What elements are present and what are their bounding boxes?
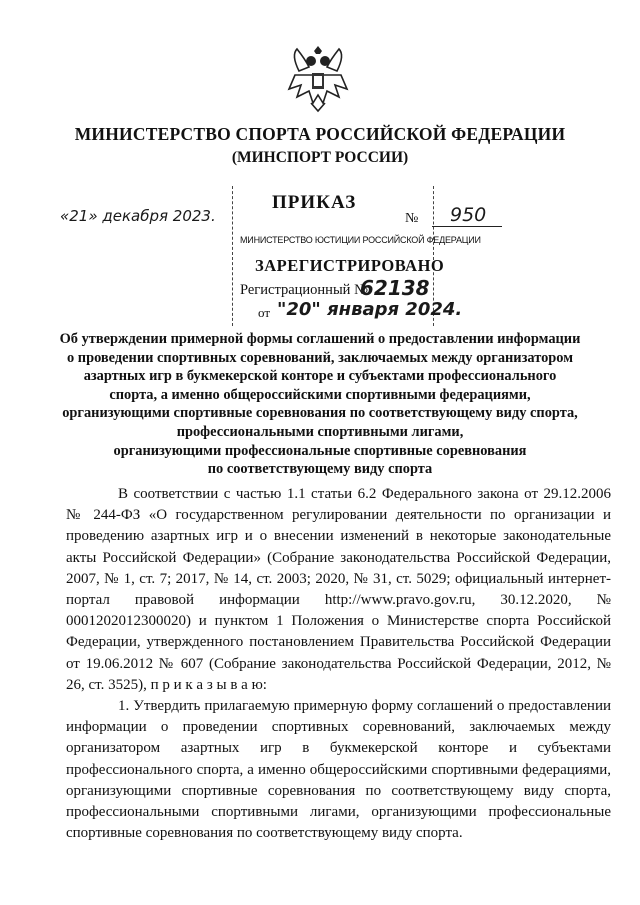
stamp-reg-label: Регистрационный №: [240, 282, 368, 298]
title-line: профессиональными спортивными лигами,: [176, 423, 464, 440]
title-line: азартных игр в букмекерской конторе и субъектами профессионального: [83, 368, 557, 385]
body-paragraph: В соответствии с частью 1.1 статьи 6.2 Федерального закона от 29.12.2006 № 244-ФЗ «О государственном регулировании деятельности по организации и проведению азартных игр и о внесении изменений в некоторые законодательные акты Российской Федерации» (Собрание законодательства Российской Федерации, 2007, № 1, ст. 7; 2017, № 14, ст. 2003; 2020, № 31, ст. 5029; официальный интернет-портал правовой информации http://www.pravo.gov.ru, 30.12.2020, № 0001202012300020) и пунктом 1 Положения о Министерстве спорта Российской Федерации, утвержденного постановлением Правительства Российской Федерации от 19.06.2012 № 607 (Собрание законодательства Российской Федерации, 2012, № 26, ст. 3525), п р и к а з ы в а ю:: [66, 486, 611, 693]
stamp-registered: ЗАРЕГИСТРИРОВАНО: [255, 256, 445, 275]
order-date: «21» декабря 2023.: [60, 207, 216, 225]
order-number: 950: [450, 204, 487, 226]
stamp-reg-number: 62138: [360, 276, 430, 300]
order-number-underline: [432, 226, 502, 227]
document-type-title: ПРИКАЗ: [272, 192, 357, 213]
title-line: спорта, а именно общероссийскими спортивными федерациями,: [109, 386, 531, 403]
title-line: Об утверждении примерной формы соглашений о предоставлении информации: [59, 331, 581, 347]
coat-of-arms-emblem: [287, 45, 349, 113]
stamp-ministry-name: МИНИСТЕРСТВО ЮСТИЦИИ РОССИЙСКОЙ ФЕДЕРАЦИИ: [240, 235, 481, 245]
order-number-label: №: [405, 211, 419, 226]
body-paragraph: 1. Утвердить прилагаемую примерную форму соглашений о предоставлении информации о проведении спортивных соревнований, заключаемых между организатором азартных игр в букмекерской конторе и субъектами профессионального спорта, а именно общероссийскими спортивными федерациями, организующими спортивные соревнования по соответствующему виду спорта, профессиональными спортивными лигами, организующими профессиональные спортивные соревнования по соответствующему виду спорта.: [66, 698, 611, 842]
stamp-date-label: от: [258, 305, 271, 320]
title-line: о проведении спортивных соревнований, заключаемых между организатором: [66, 349, 574, 366]
title-line: организующими спортивные соревнования по соответствующему виду спорта,: [62, 405, 578, 422]
title-line: по соответствующему виду спорта: [207, 461, 433, 478]
ministry-name: МИНИСТЕРСТВО СПОРТА РОССИЙСКОЙ ФЕДЕРАЦИИ: [74, 124, 566, 144]
stamp-date-value: "20" января 2024.: [277, 299, 463, 320]
title-line: организующими профессиональные спортивные соревнования: [113, 442, 527, 459]
ministry-short-name: (МИНСПОРТ РОССИИ): [231, 149, 409, 166]
document-body: [66, 484, 611, 844]
document-title: [50, 330, 590, 479]
